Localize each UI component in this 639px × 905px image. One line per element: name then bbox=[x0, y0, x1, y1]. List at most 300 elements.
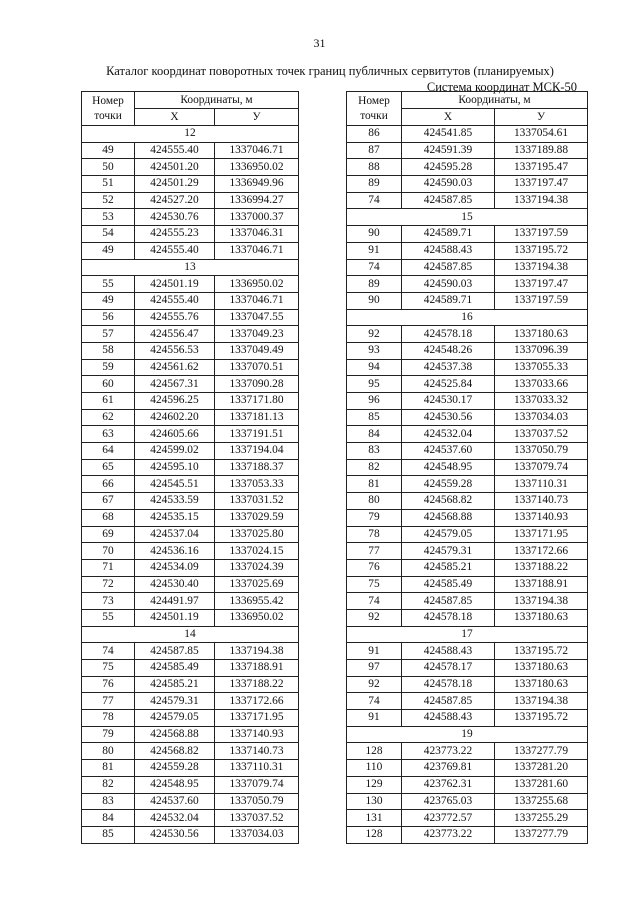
point-number: 82 bbox=[347, 459, 402, 476]
point-number: 83 bbox=[347, 443, 402, 460]
table-row bbox=[82, 142, 299, 159]
table-row bbox=[347, 509, 588, 526]
table-row bbox=[347, 576, 588, 593]
coord-y: 1337090.28 bbox=[215, 376, 299, 393]
coord-y: 1337195.72 bbox=[495, 242, 588, 259]
coord-y: 1337277.79 bbox=[495, 826, 588, 843]
coord-y: 1336950.02 bbox=[215, 159, 299, 176]
coord-y: 1337096.39 bbox=[495, 342, 588, 359]
coord-x: 424587.85 bbox=[135, 643, 215, 660]
point-number: 84 bbox=[347, 426, 402, 443]
point-number: 90 bbox=[347, 292, 402, 309]
page-number: 31 bbox=[313, 36, 326, 50]
coord-y: 1337033.66 bbox=[495, 376, 588, 393]
table-row bbox=[347, 359, 588, 376]
header-point-no: Номер точки bbox=[347, 92, 402, 126]
point-number: 89 bbox=[347, 276, 402, 293]
table-row bbox=[82, 776, 299, 793]
point-number: 87 bbox=[347, 142, 402, 159]
coord-x: 424533.59 bbox=[135, 493, 215, 510]
header-x: Х bbox=[135, 109, 215, 126]
table-row bbox=[347, 776, 588, 793]
coord-x: 424588.43 bbox=[402, 242, 495, 259]
coord-y: 1337140.93 bbox=[215, 726, 299, 743]
coord-x: 424501.29 bbox=[135, 176, 215, 193]
coord-x: 424589.71 bbox=[402, 226, 495, 243]
coord-y: 1337053.33 bbox=[215, 476, 299, 493]
point-number: 110 bbox=[347, 760, 402, 777]
coord-y: 1337037.52 bbox=[215, 810, 299, 827]
table-row bbox=[82, 209, 299, 226]
coord-x: 424555.76 bbox=[135, 309, 215, 326]
coord-y: 1337024.15 bbox=[215, 543, 299, 560]
point-number: 54 bbox=[82, 226, 135, 243]
coord-x: 424535.15 bbox=[135, 509, 215, 526]
point-number: 50 bbox=[82, 159, 135, 176]
table-row bbox=[82, 593, 299, 610]
table-row bbox=[82, 459, 299, 476]
coord-x: 424537.60 bbox=[135, 793, 215, 810]
table-row bbox=[82, 476, 299, 493]
point-number: 92 bbox=[347, 326, 402, 343]
coord-y: 1337195.72 bbox=[495, 710, 588, 727]
coord-y: 1337188.22 bbox=[495, 559, 588, 576]
point-number: 57 bbox=[82, 326, 135, 343]
coord-y: 1337188.37 bbox=[215, 459, 299, 476]
table-row bbox=[347, 292, 588, 309]
point-number: 58 bbox=[82, 342, 135, 359]
point-number: 85 bbox=[82, 826, 135, 843]
point-number: 79 bbox=[347, 509, 402, 526]
coord-y: 1336950.02 bbox=[215, 276, 299, 293]
group-row bbox=[82, 259, 299, 276]
coord-y: 1336994.27 bbox=[215, 192, 299, 209]
coord-x: 424579.31 bbox=[402, 543, 495, 560]
point-number: 69 bbox=[82, 526, 135, 543]
coord-x: 424555.40 bbox=[135, 142, 215, 159]
point-number: 81 bbox=[347, 476, 402, 493]
point-number: 80 bbox=[347, 493, 402, 510]
coord-x: 424545.51 bbox=[135, 476, 215, 493]
table-row bbox=[347, 710, 588, 727]
coord-x: 424567.31 bbox=[135, 376, 215, 393]
coord-x: 424559.28 bbox=[135, 760, 215, 777]
point-number: 78 bbox=[82, 710, 135, 727]
table-row bbox=[347, 793, 588, 810]
coord-y: 1336955.42 bbox=[215, 593, 299, 610]
coord-y: 1337046.31 bbox=[215, 226, 299, 243]
table-row bbox=[347, 810, 588, 827]
coord-x: 424561.62 bbox=[135, 359, 215, 376]
point-number: 75 bbox=[347, 576, 402, 593]
coord-x: 424525.84 bbox=[402, 376, 495, 393]
coord-x: 424595.10 bbox=[135, 459, 215, 476]
group-row bbox=[347, 726, 588, 743]
point-number: 93 bbox=[347, 342, 402, 359]
table-row bbox=[347, 426, 588, 443]
table-row bbox=[82, 760, 299, 777]
coord-x: 424587.85 bbox=[402, 593, 495, 610]
table-row bbox=[82, 693, 299, 710]
coord-table-right bbox=[346, 91, 588, 844]
coord-x: 424530.56 bbox=[135, 826, 215, 843]
group-number: 16 bbox=[347, 309, 588, 326]
group-row bbox=[82, 126, 299, 143]
table-row bbox=[347, 376, 588, 393]
point-number: 49 bbox=[82, 142, 135, 159]
coord-x: 424556.53 bbox=[135, 342, 215, 359]
coord-y: 1337055.33 bbox=[495, 359, 588, 376]
point-number: 71 bbox=[82, 559, 135, 576]
header-y: У bbox=[215, 109, 299, 126]
table-row bbox=[347, 493, 588, 510]
table-row bbox=[347, 176, 588, 193]
table-row bbox=[82, 609, 299, 626]
coord-x: 424587.85 bbox=[402, 693, 495, 710]
coord-y: 1337188.91 bbox=[215, 660, 299, 677]
coord-y: 1337070.51 bbox=[215, 359, 299, 376]
point-number: 128 bbox=[347, 743, 402, 760]
table-row bbox=[82, 509, 299, 526]
point-number: 79 bbox=[82, 726, 135, 743]
point-number: 74 bbox=[347, 593, 402, 610]
point-number: 80 bbox=[82, 743, 135, 760]
table-row bbox=[347, 760, 588, 777]
coord-y: 1337197.59 bbox=[495, 226, 588, 243]
point-number: 66 bbox=[82, 476, 135, 493]
table-row bbox=[347, 643, 588, 660]
coord-y: 1337172.66 bbox=[495, 543, 588, 560]
coord-y: 1337140.73 bbox=[495, 493, 588, 510]
coord-x: 423772.57 bbox=[402, 810, 495, 827]
point-number: 95 bbox=[347, 376, 402, 393]
table-row bbox=[347, 259, 588, 276]
coord-x: 424556.47 bbox=[135, 326, 215, 343]
coord-y: 1337050.79 bbox=[215, 793, 299, 810]
point-number: 55 bbox=[82, 609, 135, 626]
coord-x: 424530.40 bbox=[135, 576, 215, 593]
table-row bbox=[82, 743, 299, 760]
group-number: 13 bbox=[82, 259, 299, 276]
coord-y: 1337188.91 bbox=[495, 576, 588, 593]
coord-y: 1337000.37 bbox=[215, 209, 299, 226]
point-number: 77 bbox=[347, 543, 402, 560]
coord-x: 424555.40 bbox=[135, 292, 215, 309]
coord-y: 1337029.59 bbox=[215, 509, 299, 526]
coord-x: 424537.38 bbox=[402, 359, 495, 376]
table-row bbox=[82, 359, 299, 376]
point-number: 65 bbox=[82, 459, 135, 476]
coord-y: 1337255.68 bbox=[495, 793, 588, 810]
point-number: 74 bbox=[347, 192, 402, 209]
table-row bbox=[82, 409, 299, 426]
point-number: 92 bbox=[347, 609, 402, 626]
coord-y: 1337195.47 bbox=[495, 159, 588, 176]
table-row bbox=[347, 593, 588, 610]
coord-y: 1337031.52 bbox=[215, 493, 299, 510]
coord-x: 424491.97 bbox=[135, 593, 215, 610]
coord-y: 1337079.74 bbox=[495, 459, 588, 476]
point-number: 128 bbox=[347, 826, 402, 843]
coord-x: 424568.82 bbox=[135, 743, 215, 760]
point-number: 88 bbox=[347, 159, 402, 176]
table-row bbox=[347, 526, 588, 543]
coord-y: 1337172.66 bbox=[215, 693, 299, 710]
coord-y: 1337194.38 bbox=[495, 693, 588, 710]
coord-y: 1337049.49 bbox=[215, 342, 299, 359]
table-row bbox=[82, 710, 299, 727]
coord-x: 424527.20 bbox=[135, 192, 215, 209]
table-row bbox=[347, 443, 588, 460]
coord-x: 424537.60 bbox=[402, 443, 495, 460]
coord-y: 1336950.02 bbox=[215, 609, 299, 626]
point-number: 89 bbox=[347, 176, 402, 193]
table-row bbox=[347, 743, 588, 760]
coord-y: 1337277.79 bbox=[495, 743, 588, 760]
table-row bbox=[82, 326, 299, 343]
coord-y: 1337281.60 bbox=[495, 776, 588, 793]
point-number: 51 bbox=[82, 176, 135, 193]
table-row bbox=[82, 276, 299, 293]
coord-x: 424578.18 bbox=[402, 609, 495, 626]
coord-y: 1337049.23 bbox=[215, 326, 299, 343]
table-row bbox=[347, 393, 588, 410]
coord-y: 1337197.47 bbox=[495, 176, 588, 193]
coord-y: 1337181.13 bbox=[215, 409, 299, 426]
coord-y: 1337188.22 bbox=[215, 676, 299, 693]
point-number: 96 bbox=[347, 393, 402, 410]
group-number: 19 bbox=[347, 726, 588, 743]
coord-x: 424579.31 bbox=[135, 693, 215, 710]
point-number: 53 bbox=[82, 209, 135, 226]
coord-y: 1337046.71 bbox=[215, 142, 299, 159]
header-coords: Координаты, м bbox=[402, 92, 588, 109]
coord-y: 1337194.38 bbox=[495, 593, 588, 610]
table-row bbox=[347, 192, 588, 209]
header-y: У bbox=[495, 109, 588, 126]
coord-y: 1337197.47 bbox=[495, 276, 588, 293]
header-coords: Координаты, м bbox=[135, 92, 299, 109]
table-row bbox=[82, 676, 299, 693]
coord-x: 423769.81 bbox=[402, 760, 495, 777]
coord-x: 424548.95 bbox=[402, 459, 495, 476]
coord-y: 1337171.95 bbox=[215, 710, 299, 727]
coord-y: 1337034.03 bbox=[215, 826, 299, 843]
point-number: 131 bbox=[347, 810, 402, 827]
point-number: 94 bbox=[347, 359, 402, 376]
point-number: 97 bbox=[347, 660, 402, 677]
point-number: 130 bbox=[347, 793, 402, 810]
coord-x: 424548.95 bbox=[135, 776, 215, 793]
coord-x: 423765.03 bbox=[402, 793, 495, 810]
coord-y: 1337195.72 bbox=[495, 643, 588, 660]
coord-x: 424559.28 bbox=[402, 476, 495, 493]
point-number: 83 bbox=[82, 793, 135, 810]
table-row bbox=[347, 476, 588, 493]
coord-x: 424578.18 bbox=[402, 326, 495, 343]
coord-x: 424588.43 bbox=[402, 643, 495, 660]
table-row bbox=[82, 159, 299, 176]
table-row bbox=[82, 426, 299, 443]
coord-x: 424588.43 bbox=[402, 710, 495, 727]
table-row bbox=[347, 826, 588, 843]
table-row bbox=[347, 226, 588, 243]
coord-x: 424537.04 bbox=[135, 526, 215, 543]
coord-x: 424578.17 bbox=[402, 660, 495, 677]
table-row bbox=[82, 242, 299, 259]
table-row bbox=[82, 793, 299, 810]
coord-x: 424605.66 bbox=[135, 426, 215, 443]
coord-x: 423773.22 bbox=[402, 826, 495, 843]
table-row bbox=[82, 526, 299, 543]
coord-y: 1337025.80 bbox=[215, 526, 299, 543]
coord-y: 1337054.61 bbox=[495, 126, 588, 143]
table-row bbox=[82, 342, 299, 359]
group-number: 15 bbox=[347, 209, 588, 226]
coord-x: 424530.76 bbox=[135, 209, 215, 226]
table-row bbox=[82, 292, 299, 309]
table-row bbox=[82, 543, 299, 560]
point-number: 49 bbox=[82, 242, 135, 259]
point-number: 78 bbox=[347, 526, 402, 543]
coord-y: 1337171.95 bbox=[495, 526, 588, 543]
coord-x: 424501.19 bbox=[135, 609, 215, 626]
table-row bbox=[82, 660, 299, 677]
point-number: 49 bbox=[82, 292, 135, 309]
point-number: 62 bbox=[82, 409, 135, 426]
table-row bbox=[347, 676, 588, 693]
coord-x: 424585.49 bbox=[402, 576, 495, 593]
coord-system-label: Система координат МСК-50 bbox=[426, 80, 577, 94]
coord-x: 424530.17 bbox=[402, 393, 495, 410]
table-row bbox=[82, 576, 299, 593]
coord-x: 424532.04 bbox=[135, 810, 215, 827]
coord-x: 424530.56 bbox=[402, 409, 495, 426]
coord-y: 1337180.63 bbox=[495, 326, 588, 343]
page-title: Каталог координат поворотных точек границ публичных сервитутов (планируемых) bbox=[106, 64, 554, 78]
coord-x: 424585.49 bbox=[135, 660, 215, 677]
table-row bbox=[82, 643, 299, 660]
table-row bbox=[82, 376, 299, 393]
coord-y: 1337037.52 bbox=[495, 426, 588, 443]
point-number: 60 bbox=[82, 376, 135, 393]
table-row bbox=[82, 192, 299, 209]
coord-x: 424548.26 bbox=[402, 342, 495, 359]
coord-y: 1337110.31 bbox=[215, 760, 299, 777]
coord-x: 424579.05 bbox=[402, 526, 495, 543]
coord-x: 424589.71 bbox=[402, 292, 495, 309]
point-number: 56 bbox=[82, 309, 135, 326]
point-number: 68 bbox=[82, 509, 135, 526]
table-row bbox=[347, 559, 588, 576]
table-row bbox=[347, 660, 588, 677]
point-number: 61 bbox=[82, 393, 135, 410]
coord-x: 423773.22 bbox=[402, 743, 495, 760]
coord-x: 424585.21 bbox=[402, 559, 495, 576]
table-row bbox=[347, 276, 588, 293]
coord-y: 1337197.59 bbox=[495, 292, 588, 309]
coord-y: 1337194.38 bbox=[495, 192, 588, 209]
point-number: 82 bbox=[82, 776, 135, 793]
point-number: 85 bbox=[347, 409, 402, 426]
coord-y: 1337180.63 bbox=[495, 609, 588, 626]
point-number: 129 bbox=[347, 776, 402, 793]
table-row bbox=[82, 176, 299, 193]
point-number: 52 bbox=[82, 192, 135, 209]
header-point-no: Номер точки bbox=[82, 92, 135, 126]
coord-x: 424501.19 bbox=[135, 276, 215, 293]
point-number: 81 bbox=[82, 760, 135, 777]
coord-x: 424536.16 bbox=[135, 543, 215, 560]
point-number: 91 bbox=[347, 643, 402, 660]
coord-x: 424532.04 bbox=[402, 426, 495, 443]
table-row bbox=[347, 126, 588, 143]
point-number: 63 bbox=[82, 426, 135, 443]
coord-x: 424568.88 bbox=[402, 509, 495, 526]
group-number: 17 bbox=[347, 626, 588, 643]
coord-x: 423762.31 bbox=[402, 776, 495, 793]
coord-y: 1337281.20 bbox=[495, 760, 588, 777]
table-row bbox=[347, 242, 588, 259]
table-row bbox=[347, 326, 588, 343]
table-row bbox=[347, 693, 588, 710]
point-number: 76 bbox=[82, 676, 135, 693]
point-number: 67 bbox=[82, 493, 135, 510]
point-number: 72 bbox=[82, 576, 135, 593]
point-number: 75 bbox=[82, 660, 135, 677]
table-row bbox=[82, 393, 299, 410]
point-number: 59 bbox=[82, 359, 135, 376]
coord-y: 1337046.71 bbox=[215, 292, 299, 309]
group-row bbox=[347, 626, 588, 643]
coord-y: 1337079.74 bbox=[215, 776, 299, 793]
group-row bbox=[347, 209, 588, 226]
point-number: 74 bbox=[82, 643, 135, 660]
coord-x: 424568.88 bbox=[135, 726, 215, 743]
coord-x: 424534.09 bbox=[135, 559, 215, 576]
coord-y: 1337034.03 bbox=[495, 409, 588, 426]
table-row bbox=[347, 142, 588, 159]
point-number: 64 bbox=[82, 443, 135, 460]
coord-y: 1337191.51 bbox=[215, 426, 299, 443]
coord-x: 424591.39 bbox=[402, 142, 495, 159]
group-number: 14 bbox=[82, 626, 299, 643]
coord-x: 424541.85 bbox=[402, 126, 495, 143]
table-row bbox=[347, 459, 588, 476]
coord-y: 1336949.96 bbox=[215, 176, 299, 193]
coord-x: 424587.85 bbox=[402, 259, 495, 276]
coord-x: 424595.28 bbox=[402, 159, 495, 176]
coord-x: 424578.18 bbox=[402, 676, 495, 693]
coord-x: 424587.85 bbox=[402, 192, 495, 209]
point-number: 76 bbox=[347, 559, 402, 576]
table-row bbox=[82, 826, 299, 843]
coord-y: 1337140.93 bbox=[495, 509, 588, 526]
coord-x: 424602.20 bbox=[135, 409, 215, 426]
point-number: 70 bbox=[82, 543, 135, 560]
coord-x: 424596.25 bbox=[135, 393, 215, 410]
point-number: 55 bbox=[82, 276, 135, 293]
coord-y: 1337033.32 bbox=[495, 393, 588, 410]
coord-y: 1337189.88 bbox=[495, 142, 588, 159]
coord-y: 1337255.29 bbox=[495, 810, 588, 827]
group-row bbox=[347, 309, 588, 326]
point-number: 91 bbox=[347, 710, 402, 727]
point-number: 74 bbox=[347, 693, 402, 710]
coord-table-left bbox=[81, 91, 299, 844]
point-number: 86 bbox=[347, 126, 402, 143]
coord-x: 424590.03 bbox=[402, 276, 495, 293]
